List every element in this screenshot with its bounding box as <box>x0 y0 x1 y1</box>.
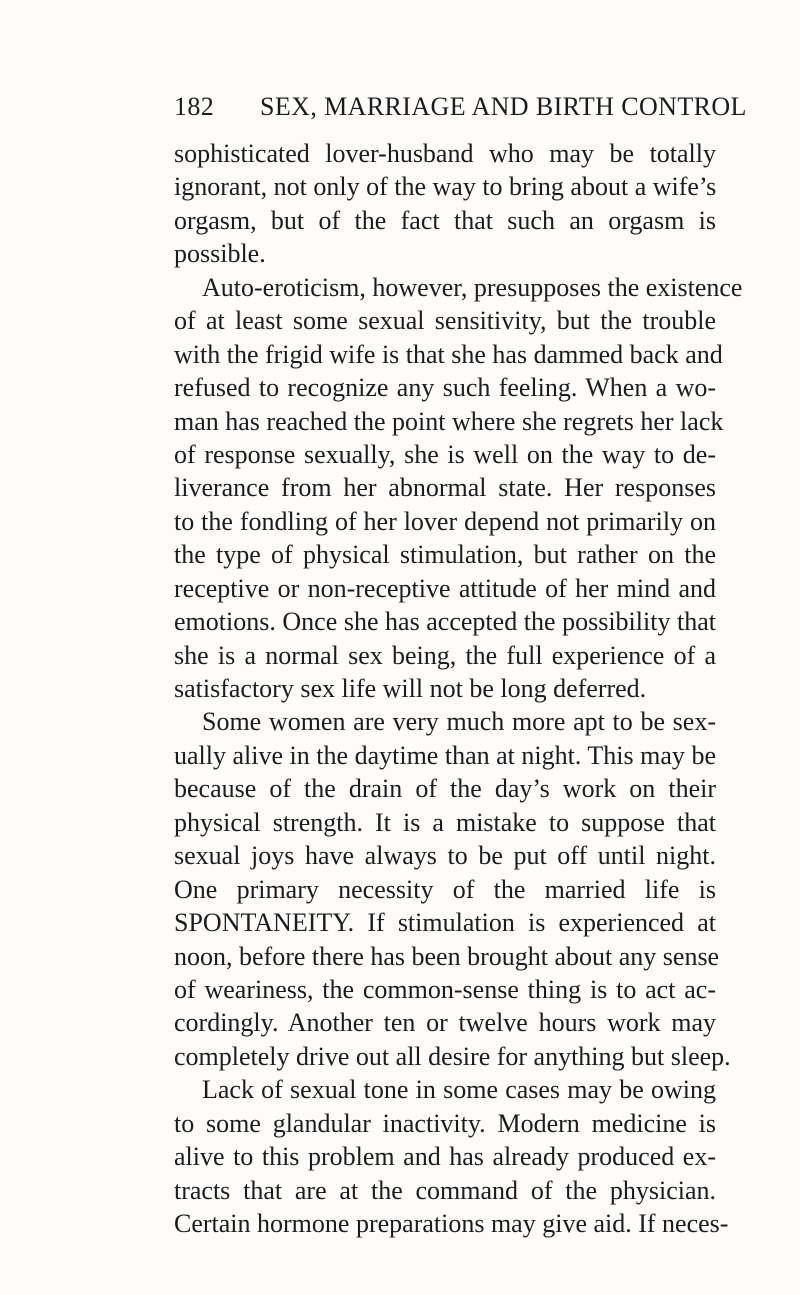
text-line: refused to recognize any such feeling. When a wo- <box>174 373 716 403</box>
text-line: because of the drain of the day’s work on their <box>174 774 716 804</box>
book-title: SEX, MARRIAGE AND BIRTH CONTROL <box>260 92 747 121</box>
running-head <box>174 90 747 124</box>
text-line: the type of physical stimulation, but rather on the <box>174 540 716 570</box>
body-text <box>174 137 743 1240</box>
text-line: Some women are very much more apt to be sex- <box>202 707 716 737</box>
text-line: Auto-eroticism, however, presupposes the existence <box>202 272 743 302</box>
text-line: ignorant, not only of the way to bring about a wife’s <box>174 172 717 202</box>
text-line: possible. <box>174 239 266 269</box>
text-line: physical strength. It is a mistake to suppose that <box>174 807 716 837</box>
text-line: to the fondling of her lover depend not primarily on <box>174 506 716 536</box>
text-line: orgasm, but of the fact that such an orgasm is <box>174 205 716 235</box>
text-line: of response sexually, she is well on the way to de- <box>174 439 716 469</box>
text-line: cordingly. Another ten or twelve hours work may <box>174 1008 716 1038</box>
text-line: of at least some sexual sensitivity, but the trouble <box>174 306 716 336</box>
text-line: tracts that are at the command of the physician. <box>174 1175 716 1205</box>
text-line: of weariness, the common-sense thing is to act ac- <box>174 974 716 1004</box>
text-line: emotions. Once she has accepted the possibility that <box>174 607 716 637</box>
text-line: SPONTANEITY. If stimulation is experienced at <box>174 908 716 938</box>
text-line: Lack of sexual tone in some cases may be owing <box>202 1075 716 1105</box>
text-line: One primary necessity of the married life is <box>174 874 716 904</box>
text-line: sexual joys have always to be put off until night. <box>174 841 716 871</box>
page-number: 182 <box>174 92 215 121</box>
text-line: ually alive in the daytime than at night. This may be <box>174 740 716 770</box>
text-line: receptive or non-receptive attitude of her mind and <box>174 573 716 603</box>
text-line: noon, before there has been brought about any sense <box>174 941 720 971</box>
text-line: completely drive out all desire for anything but sleep. <box>174 1041 731 1071</box>
text-line: to some glandular inactivity. Modern medicine is <box>174 1108 716 1138</box>
text-line: she is a normal sex being, the full experience of a <box>174 640 716 670</box>
text-line: Certain hormone preparations may give aid. If neces- <box>174 1209 729 1238</box>
text-line: sophisticated lover-husband who may be totally <box>174 139 716 168</box>
text-line: with the frigid wife is that she has dammed back and <box>174 339 723 369</box>
text-line: satisfactory sex life will not be long deferred. <box>174 674 647 703</box>
text-line: alive to this problem and has already produced ex- <box>174 1142 716 1172</box>
text-line: liverance from her abnormal state. Her responses <box>174 473 716 503</box>
text-line: man has reached the point where she regrets her lack <box>174 406 724 436</box>
